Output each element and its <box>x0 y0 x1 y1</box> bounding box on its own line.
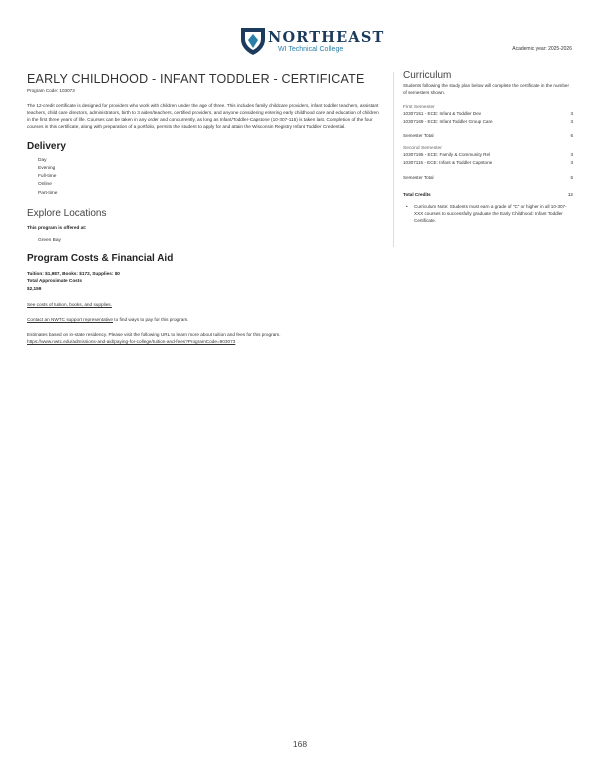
course-row <box>403 118 573 126</box>
delivery-list <box>27 157 383 198</box>
semester-block <box>403 105 573 139</box>
course-name: 10307195 - ECE: Family & Community Rel <box>403 152 491 158</box>
curriculum-intro: Students following the study plan below will complete the certificate in the number of semesters shown. <box>403 83 569 95</box>
academic-year: Academic year: 2025-2026 <box>512 46 572 52</box>
semester-total-value: 6 <box>570 174 573 180</box>
total-cost-value: $2,159 <box>27 286 42 292</box>
semester-label: First Semester <box>403 104 435 110</box>
curriculum-heading: Curriculum <box>403 70 452 81</box>
total-credits-row <box>403 192 573 197</box>
curriculum-note-text: Curriculum Note: Students must earn a grade of "C" or higher in all 10-307-XXX courses to successfully graduate the Early Childhood: Infant Toddler Certificate. <box>414 203 567 224</box>
delivery-option: Evening <box>38 166 56 172</box>
semester-total-label: Semester Total <box>403 174 434 180</box>
logo-subtitle: WI Technical College <box>278 46 344 53</box>
delivery-option: Online <box>38 182 52 188</box>
see-costs-link[interactable]: See costs of tuition, books, and supplies. <box>27 301 112 307</box>
program-description: The 12-credit certificate is designed for providers who work with children under the age of three. This includes family childcare providers, infant toddler teachers, assistant teachers, child care directors, administrators, birth to 3 aides/teachers, certified providers, and anyone considering entering early childhood care and education of children in the first three years of life. Courses can be taken in any order and concurrently, as long as Infant/Toddler-Capstone (10-307-115) is taken last. Completion of the four courses in this certificate, along with preparation of a portfolio, permits the student to apply for and attain the Wisconsin Registry Infant Toddler Credential. <box>27 103 379 129</box>
page-header <box>0 0 600 70</box>
logo-name: NORTHEAST <box>268 29 385 46</box>
semester-total-row <box>403 175 573 180</box>
program-code: Program Code: 103073 <box>27 88 75 93</box>
course-row <box>403 110 573 118</box>
delivery-option: Day <box>38 157 47 163</box>
cost-breakdown: Tuition: $1,987, Books: $172, Supplies: $0 <box>27 270 120 276</box>
curriculum-column <box>403 70 573 224</box>
contact-support-link[interactable]: Contact an NWTC support representative <box>27 316 113 322</box>
total-credits-label: Total Credits <box>403 191 431 197</box>
program-title: EARLY CHILDHOOD - INFANT TODDLER - CERTIFICATE <box>27 72 365 86</box>
college-logo <box>240 26 385 58</box>
column-divider <box>393 72 394 247</box>
campus-name: Green Bay <box>38 237 61 243</box>
bullet-icon: • <box>406 203 408 209</box>
estimates-text: Estimates based on in-state residency. Please visit the following URL to learn more about tuition and fees for this program. <box>27 331 281 337</box>
program-main-column <box>27 72 383 345</box>
offered-at-label: This program is offered at: <box>27 224 87 230</box>
course-name: 10307151 - ECE: Infant & Toddler Dev <box>403 110 482 116</box>
course-credits: 3 <box>570 110 573 116</box>
total-credits-value: 12 <box>567 191 573 197</box>
contact-paragraph <box>27 316 383 323</box>
course-name: 10307169 - ECE: Infant Toddler Group Care <box>403 118 493 124</box>
course-credits: 3 <box>570 152 573 158</box>
costs-heading: Program Costs & Financial Aid <box>27 252 174 264</box>
course-row <box>403 151 573 159</box>
delivery-option: Full-time <box>38 174 57 180</box>
course-credits: 3 <box>570 118 573 124</box>
contact-rest-text: to find ways to pay for this program. <box>112 316 189 322</box>
estimates-paragraph <box>27 331 383 345</box>
shield-logo-icon <box>240 26 266 56</box>
delivery-option: Part-time <box>38 190 58 196</box>
curriculum-note <box>403 203 573 224</box>
semester-total-value: 6 <box>570 133 573 139</box>
tuition-url-link[interactable]: https://www.nwtc.edu/admissions-and-aid/paying-for-college/tuition-and-fees?ProgramCode=903073 <box>27 338 236 344</box>
delivery-heading: Delivery <box>27 140 66 152</box>
course-row <box>403 159 573 167</box>
course-name: 10307115 - ECE: Infant & Toddler Capstone <box>403 160 493 166</box>
locations-heading: Explore Locations <box>27 207 107 219</box>
page-number: 168 <box>292 739 308 749</box>
semester-total-row <box>403 133 573 138</box>
total-cost-label: Total Approximate Costs <box>27 278 82 284</box>
course-credits: 3 <box>570 160 573 166</box>
semester-block <box>403 146 573 180</box>
cost-summary <box>27 270 383 293</box>
semester-total-label: Semester Total <box>403 133 434 139</box>
semester-label: Second Semester <box>403 146 442 152</box>
